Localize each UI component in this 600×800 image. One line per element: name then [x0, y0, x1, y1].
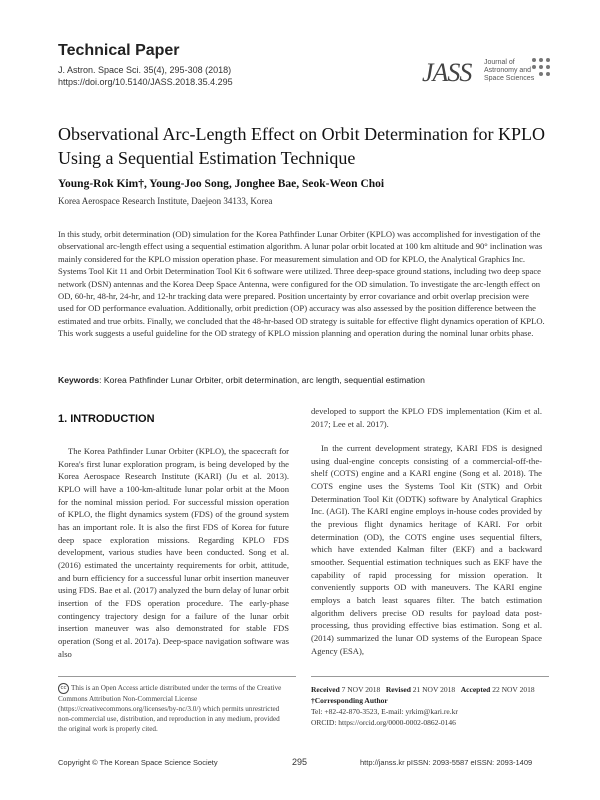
license-notice [58, 683, 290, 734]
revised-date: 21 NOV 2018 [412, 685, 456, 694]
divider [311, 676, 549, 677]
page-number: 295 [292, 757, 308, 767]
abstract: In this study, orbit determination (OD) simulation for the Korea Pathfinder Lunar Orbiter (KPLO) was accomplished for investigation of the observational arc-length effect using a sequential estimation algorithm. A lunar polar orbit located at 100 km altitude and 90° inclination was mainly considered for the KPLO mission operation phase. For measurement simulation and OD for KPLO, the Analytical Graphics Inc. Systems Tool Kit 11 and Orbit Determination Tool Kit 6 software were utilized. Three deep-space ground stations, including two deep space network (DSN) antennas and the Korea Deep Space Antenna, were configured for the OD simulation. To investigate the arc-length effect on OD, 60-hr, 48-hr, 24-hr, and 12-hr tracking data were prepared. Position uncertainty by error covariance and orbit overlap precision were used for OD performance evaluation. Additionally, orbit prediction (OP) accuracy was also assessed by the position difference between the estimated and true orbits. Finally, we concluded that the 48-hr-based OD strategy is suitable for effective flight dynamics operation of KPLO. This work suggests a useful guideline for the OD strategy of KPLO mission planning and operation during the nominal lunar orbits phase. [58, 229, 545, 339]
date-line [311, 684, 551, 695]
section-heading: 1. INTRODUCTION [58, 413, 155, 425]
footer-copyright: Copyright © The Korean Space Science Society [58, 758, 218, 767]
creative-commons-icon: cc [58, 683, 69, 694]
affiliation: Korea Aerospace Research Institute, Daejeon 34133, Korea [58, 196, 273, 206]
logo-subtitle-line: Journal of [484, 59, 515, 66]
logo-wordmark: JASS [422, 58, 472, 87]
contact-info: Tel: +82-42-870-3523, E-mail: yrkim@kari.re.kr [311, 707, 458, 716]
journal-citation: J. Astron. Space Sci. 35(4), 295-308 (2018) [58, 65, 232, 75]
orcid-link[interactable]: ORCID: https://orcid.org/0000-0002-0862-0146 [311, 718, 456, 727]
divider [58, 676, 296, 677]
doi-link[interactable]: https://doi.org/10.5140/JASS.2018.35.4.295 [58, 77, 233, 87]
title-line: Using a Sequential Estimation Technique [58, 148, 356, 168]
logo-subtitle-line: Astronomy and [484, 67, 532, 74]
license-text: This is an Open Access article distributed under the terms of the Creative Commons Attribution Non-Commercial License (https://creativecommons.org/licenses/by-nc/3.0/) which permits unrestricted non-commercial use, distribution, and reproduction in any medium, provided the original work is properly cited. [58, 684, 282, 733]
logo-dots-icon [532, 58, 550, 76]
corresponding-author-heading: †Corresponding Author [311, 696, 388, 705]
keywords-label: Keywords [58, 375, 100, 385]
accepted-date: 22 NOV 2018 [492, 685, 535, 694]
title-line: Observational Arc-Length Effect on Orbit Determination for KPLO [58, 124, 546, 144]
accepted-label: Accepted [460, 685, 491, 694]
logo-subtitle-line: Space Sciences [484, 75, 535, 82]
keywords-list: : Korea Pathfinder Lunar Orbiter, orbit determination, arc length, sequential estimation [99, 375, 425, 385]
footer-issn: http://janss.kr pISSN: 2093-5587 eISSN: 2093-1409 [360, 758, 533, 767]
received-label: Received [311, 685, 340, 694]
author-list: Young-Rok Kim†, Young-Joo Song, Jonghee Bae, Seok-Weon Choi [58, 178, 385, 190]
body-column-right-continuation: developed to support the KPLO FDS implementation (Kim et al. 2017; Lee et al. 2017). [311, 406, 542, 429]
body-column-left: The Korea Pathfinder Lunar Orbiter (KPLO), the spacecraft for Korea's first lunar exploration program, is being developed by the Korea Aerospace Research Institute (KARI) (Ju et al. 2013). KPLO will have a 100-km-altitude lunar polar orbit at the Moon for the nominal mission period. For successful mission operation of KPLO, the flight dynamics system (FDS) of the ground system has an important role. It is also the first FDS of Korea for future deep space exploration missions. Regarding KPLO FDS development, various studies have been conducted. Song et al. (2016) estimated the uncertainty requirements for orbit, attitude, and burn efficiency for a successful lunar orbit insertion maneuver using FDS. Bae et al. (2017) analyzed the burn delay of lunar orbit insertion of the FDS operation procedure. The early-phase contingency trajectory design for a failure of the lunar orbit insertion maneuver was also demonstrated for stable FDS operation (Song et al. 2017a). Deep-space navigation software was also [58, 446, 289, 659]
article-title [58, 122, 568, 170]
corresponding-author-label [311, 695, 551, 706]
body-column-right: In the current development strategy, KARI FDS is designed using dual-engine concepts consisting of a commercial-off-the-shelf (COTS) engine and a KARI engine (Song et al. 2018). The COTS engine uses the Systems Tool Kit (STK) and Orbit Determination Tool Kit (ODTK) software by Analytical Graphics Inc. (AGI). The KARI engine employs in-house codes provided by the previous flight dynamics heritage of KARI. For orbit determination (OD), the COTS engine uses sequential filters, which have extended Kalman filter (EKF) and a backward smoother. Sequential estimation techniques such as EKF have the capability of rapid processing for mission operation. It conveniently supports OD with maneuvers. The KARI engine employs a batch least squares filter. The batch estimation algorithm delivers precise OD results for payload data post-processing, thus providing effective bias estimation. Song et al. (2014) summarized the lunar OD systems of the European Space Agency (ESA), [311, 443, 542, 656]
paper-type-label: Technical Paper [58, 42, 180, 59]
journal-logo [422, 52, 547, 96]
keywords [58, 375, 558, 385]
received-date: 7 NOV 2018 [341, 685, 381, 694]
article-dates [311, 684, 551, 728]
revised-label: Revised [385, 685, 411, 694]
